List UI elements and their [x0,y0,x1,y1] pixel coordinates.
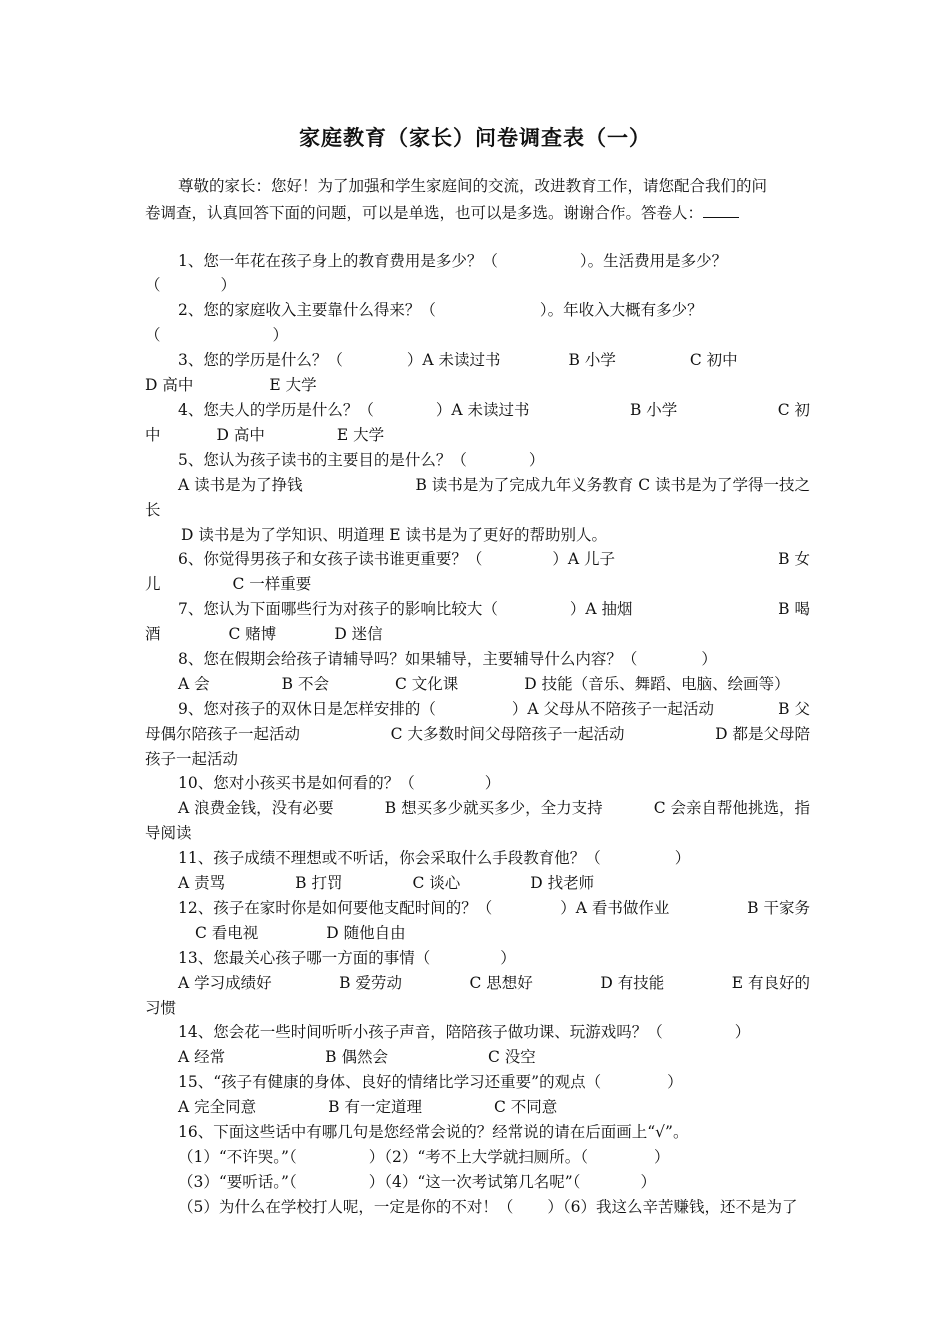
q13-paren-close: ） [500,949,516,967]
q5-option-a: A 读书是为了挣钱 [178,476,303,494]
q6-option-a: ）A 儿子 [552,550,615,568]
question-6 [178,548,810,570]
q11-option-a: A 责骂 [178,874,226,892]
question-8 [178,648,810,670]
question-3 [178,349,810,371]
q5-option-b-c: B 读书是为了完成九年义务教育 C 读书是为了学得一技之 [415,476,810,494]
q12-option-b: B 干家务 [747,899,810,917]
q15-option-b: B 有一定道理 [328,1098,422,1116]
q7-option-b-cont: 酒 [145,625,161,643]
question-15 [178,1071,810,1093]
q11-option-d: D 找老师 [530,874,595,892]
q5-paren-close: ） [528,451,545,469]
question-1-cont [145,274,810,296]
q9-option-a: ）A 父母从不陪孩子一起活动 [511,700,714,718]
q8-paren-close: ） [701,650,717,668]
q7-option-d: D 迷信 [334,625,383,643]
question-5-cont: 长 [145,501,161,519]
q10-text: 10、您对小孩买书是如何看的？（ [178,774,415,792]
question-9 [178,698,810,720]
question-4-cont [145,424,810,446]
q15-option-a: A 完全同意 [178,1098,257,1116]
q12-option-d: D 随他自由 [326,924,406,942]
question-5 [178,449,810,471]
q3-option-c: C 初中 [689,351,738,369]
question-12-cont [195,922,860,944]
q2-paren-close: ） [272,326,289,344]
q8-text: 8、您在假期会给孩子请辅导吗？如果辅导，主要辅导什么内容？（ [178,650,638,668]
q2-paren-open: （ [145,326,161,344]
q10-paren-close: ） [484,774,501,792]
q4-option-d: D 高中 [216,426,265,444]
q9-option-b-cont: 母偶尔陪孩子一起活动 [145,725,301,743]
page-title: 家庭教育（家长）问卷调查表（一） [299,126,651,150]
q3-option-d: D 高中 [145,376,194,394]
q10-option-a: A 浪费金钱，没有必要 [178,799,334,817]
q7-option-c: C 赌博 [228,625,277,643]
question-15-options [178,1096,810,1118]
q1-text-2: ）。生活费用是多少？ [579,252,728,270]
respondent-blank[interactable] [703,201,739,218]
q4-option-a: ）A 未读过书 [435,401,530,419]
q6-option-c: C 一样重要 [232,575,312,593]
q16-item-4: ）（4）“这一次考试第几名呢”（ [368,1173,581,1191]
question-8-options [178,673,810,695]
question-2 [178,299,810,321]
q4-text: 4、您夫人的学历是什么？（ [178,401,374,419]
q1-paren-open: （ [145,276,161,294]
q4-option-c: C 初 [777,401,810,419]
q15-paren-close: ） [667,1073,683,1091]
q2-text: 2、您的家庭收入主要靠什么得来？（ [178,301,436,319]
intro-line-1: 尊敬的家长：您好！为了加强和学生家庭间的交流，改进教育工作，请您配合我们的问 [178,177,768,195]
question-7-cont [145,623,810,645]
question-6-cont [145,573,810,595]
question-13-cont: 习惯 [145,999,177,1017]
q11-option-b: B 打罚 [295,874,343,892]
q16-item-3: （3）“要听话。”（ [178,1173,297,1191]
q9-option-d: D 都是父母陪 [715,725,810,743]
q10-option-c: C 会亲自帮他挑选，指 [653,799,810,817]
q13-option-e: E 有良好的 [731,974,810,992]
question-4 [178,399,810,421]
q16-item-5: （5）为什么在学校打人呢，一定是你的不对！（ [178,1198,514,1216]
question-10-options [178,797,810,819]
q14-option-b: B 偶然会 [325,1048,388,1066]
question-16-row-1 [178,1146,810,1168]
q13-option-c: C 思想好 [469,974,533,992]
q8-option-a: A 会 [178,675,210,693]
q15-text: 15、“孩子有健康的身体、良好的情绪比学习还重要”的观点（ [178,1073,602,1091]
q16-item-1: （1）“不许哭。”（ [178,1148,297,1166]
question-10-cont: 导阅读 [145,824,192,842]
question-1 [178,250,810,272]
q9-text: 9、您对孩子的双休日是怎样安排的（ [178,700,436,718]
question-16-row-2 [178,1171,810,1193]
q8-option-d: D 技能（音乐、舞蹈、电脑、绘画等） [524,675,790,693]
question-9-cont-2: 孩子一起活动 [145,750,239,768]
question-11-options [178,872,810,894]
q7-option-b: B 喝 [778,600,810,618]
question-13-options [178,972,810,994]
question-11 [178,847,810,869]
q12-text: 12、孩子在家时你是如何要他支配时间的？（ [178,899,493,917]
q4-option-e: E 大学 [336,426,385,444]
question-2-cont [145,324,810,346]
question-16: 16、下面这些话中有哪几句是您经常会说的？经常说的请在后面画上“√”。 [178,1123,689,1141]
question-3-cont [145,374,810,396]
q16-paren-close-1: ） [654,1148,670,1166]
q7-option-a: ）A 抽烟 [569,600,633,618]
q16-paren-close-2: ） [640,1173,656,1191]
q16-item-6: ）（6）我这么辛苦赚钱，还不是为了 [547,1198,798,1216]
q13-option-d: D 有技能 [600,974,665,992]
q3-text: 3、您的学历是什么？（ [178,351,343,369]
q7-text: 7、您认为下面哪些行为对孩子的影响比较大（ [178,600,498,618]
q1-text: 1、您一年花在孩子身上的教育费用是多少？（ [178,252,498,270]
question-7 [178,598,810,620]
intro-text: 卷调查，认真回答下面的问题，可以是单选，也可以是多选。谢谢合作。答卷人： [145,204,704,222]
q12-option-a: ）A 看书做作业 [560,899,670,917]
intro-line-2 [145,201,810,224]
q3-option-b: B 小学 [568,351,616,369]
q11-option-c: C 谈心 [412,874,461,892]
q8-option-b: B 不会 [281,675,329,693]
question-5-options [178,474,810,496]
q6-text: 6、你觉得男孩子和女孩子读书谁更重要？（ [178,550,483,568]
q14-option-c: C 没空 [487,1048,536,1066]
q10-option-b: B 想买多少就买多少，全力支持 [384,799,603,817]
question-5-options-2: D 读书是为了学知识、明道理 E 读书是为了更好的帮助别人。 [181,526,608,544]
q5-text: 5、您认为孩子读书的主要目的是什么？（ [178,451,467,469]
question-14 [178,1021,810,1043]
q13-option-a: A 学习成绩好 [178,974,272,992]
q14-option-a: A 经常 [178,1048,226,1066]
q15-option-c: C 不同意 [493,1098,558,1116]
q8-option-c: C 文化课 [394,675,459,693]
question-10 [178,772,810,794]
q13-option-b: B 爱劳动 [339,974,402,992]
q6-option-b: B 女 [778,550,810,568]
q16-item-2: ）（2）“考不上大学就扫厕所。（ [368,1148,589,1166]
q4-option-b: B 小学 [629,401,678,419]
q9-option-b: B 父 [778,700,810,718]
q3-option-a: ）A 未读过书 [406,351,501,369]
q3-option-e: E 大学 [269,376,317,394]
question-9-cont [145,723,810,745]
question-14-options [178,1046,810,1068]
q1-paren-close: ） [220,276,237,294]
q9-option-c: C 大多数时间父母陪孩子一起活动 [390,725,625,743]
q6-option-b-cont: 儿 [145,575,161,593]
q14-paren-close: ） [734,1023,751,1041]
question-13 [178,947,810,969]
q12-option-c: C 看电视 [195,924,259,942]
q13-text: 13、您最关心孩子哪一方面的事情（ [178,949,431,967]
question-16-row-3 [178,1196,810,1218]
q11-text: 11、孩子成绩不理想或不听话，你会采取什么手段教育他？（ [178,849,601,867]
q14-text: 14、您会花一些时间听听小孩子声音，陪陪孩子做功课、玩游戏吗？（ [178,1023,663,1041]
q11-paren-close: ） [674,849,691,867]
question-12 [178,897,810,919]
q4-option-c-cont: 中 [145,426,161,444]
q2-text-2: ）。年收入大概有多少？ [539,301,703,319]
